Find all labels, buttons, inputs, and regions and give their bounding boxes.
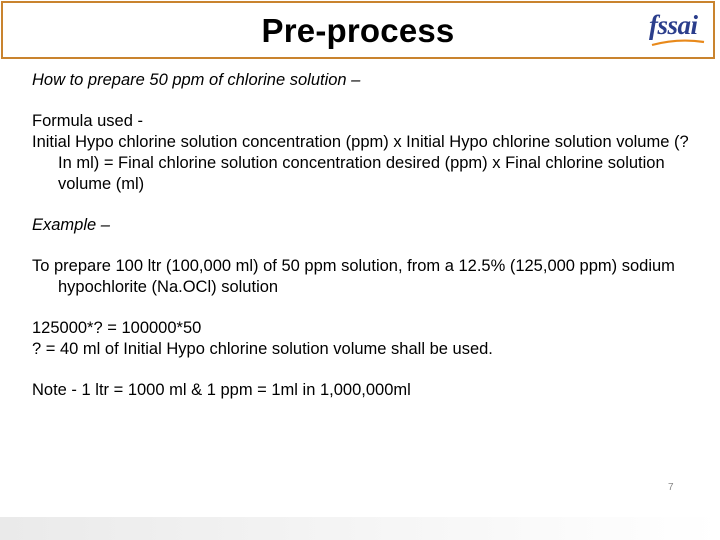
example-label: Example – — [32, 216, 110, 234]
equation-line-1: 125000*? = 100000*50 — [32, 319, 202, 337]
fssai-logo — [649, 12, 711, 48]
title-bar — [1, 1, 715, 59]
section-heading: How to prepare 50 ppm of chlorine solution – — [32, 71, 361, 89]
equation-line-2: ? = 40 ml of Initial Hypo chlorine solution volume shall be used. — [32, 340, 493, 358]
footer-bar — [0, 517, 720, 540]
slide-body — [32, 70, 702, 401]
example-text: To prepare 100 ltr (100,000 ml) of 50 ppm solution, from a 12.5% (125,000 ppm) sodium hypochlorite (Na.OCl) solution — [32, 257, 675, 296]
note-text: Note - 1 ltr = 1000 ml & 1 ppm = 1ml in 1,000,000ml — [32, 381, 411, 399]
formula-label: Formula used - — [32, 112, 143, 130]
formula-text: Initial Hypo chlorine solution concentration (ppm) x Initial Hypo chlorine solution volume (? In ml) = Final chlorine solution concentration desired (ppm) x Final chlorine solution volume (ml) — [32, 133, 689, 193]
page-number: 7 — [668, 482, 674, 493]
slide-title: Pre-process — [261, 12, 455, 49]
logo-wordmark: fssai — [649, 10, 698, 40]
logo-swoosh-icon — [651, 39, 705, 47]
